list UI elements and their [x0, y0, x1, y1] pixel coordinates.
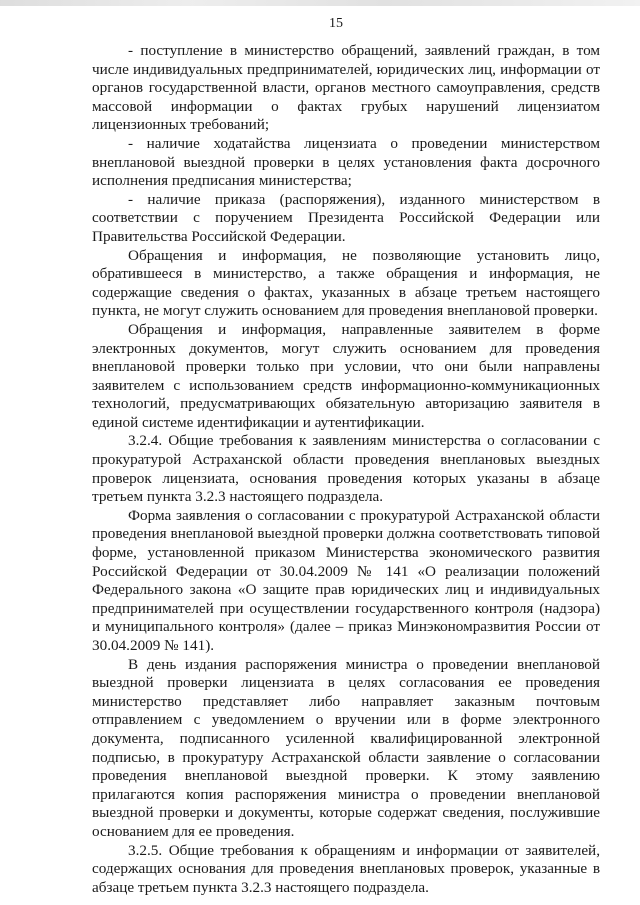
- paragraph: Обращения и информация, не позволяющие установить лицо, обратившееся в министерство, а также обращения и информация, не содержащие сведения о фактах, указанных в абзаце третьем настоящего пункта, не могут служить основанием для проведения внеплановой проверки.: [92, 246, 600, 320]
- page-number: 15: [329, 16, 343, 31]
- document-body: [92, 42, 600, 897]
- paragraph: Форма заявления о согласовании с прокуратурой Астраханской области проведения внеплановой выездной проверки должна соответствовать типовой форме, установленной приказом Министерства экономического развития Российской Федерации от 30.04.2009 № 141 «О реализации положений Федерального закона «О защите прав юридических лиц и индивидуальных предпринимателей при осуществлении государственного контроля (надзора) и муниципального контроля» (далее – приказ Минэкономразвития России от 30.04.2009 № 141).: [92, 506, 600, 654]
- paragraph: - поступление в министерство обращений, заявлений граждан, в том числе индивидуальных предпринимателей, юридических лиц, информации от органов государственной власти, органов местного самоуправления, средств массовой информации о фактах грубых нарушений лицензиатом лицензионных требований;: [92, 42, 600, 134]
- scan-top-edge: [0, 0, 640, 6]
- paragraph: 3.2.4. Общие требования к заявлениям министерства о согласовании с прокуратурой Астраханской области проведения внеплановых выездных проверок лицензиата, основания проведения которых указаны в абзаце третьем пункта 3.2.3 настоящего подраздела.: [92, 432, 600, 506]
- paragraph: Обращения и информация, направленные заявителем в форме электронных документов, могут служить основанием для проведения внеплановой проверки только при условии, что они были направлены заявителем с использованием средств информационно-коммуникационных технологий, предусматривающих обязательную авторизацию заявителя в единой системе идентификации и аутентификации.: [92, 320, 600, 431]
- paragraph: В день издания распоряжения министра о проведении внеплановой выездной проверки лицензиата в целях согласования ее проведения министерство представляет либо направляет заказным почтовым отправлением с уведомлением о вручении или в форме электронного документа, подписанного усиленной квалифицированной электронной подписью, в прокуратуру Астраханской области заявление о согласовании проведения внеплановой выездной проверки. К этому заявлению прилагаются копия распоряжения министра о проведении внеплановой выездной проверки и документы, которые содержат сведения, послужившие основанием для ее проведения.: [92, 655, 600, 840]
- paragraph: 3.2.5. Общие требования к обращениям и информации от заявителей, содержащих основания для проведения внеплановых проверок, указанные в абзаце третьем пункта 3.2.3 настоящего подраздела.: [92, 841, 600, 896]
- paragraph: - наличие приказа (распоряжения), изданного министерством в соответствии с поручением Президента Российской Федерации или Правительства Российской Федерации.: [92, 190, 600, 245]
- paragraph: - наличие ходатайства лицензиата о проведении министерством внеплановой выездной проверки в целях установления факта досрочного исполнения предписания министерства;: [92, 134, 600, 190]
